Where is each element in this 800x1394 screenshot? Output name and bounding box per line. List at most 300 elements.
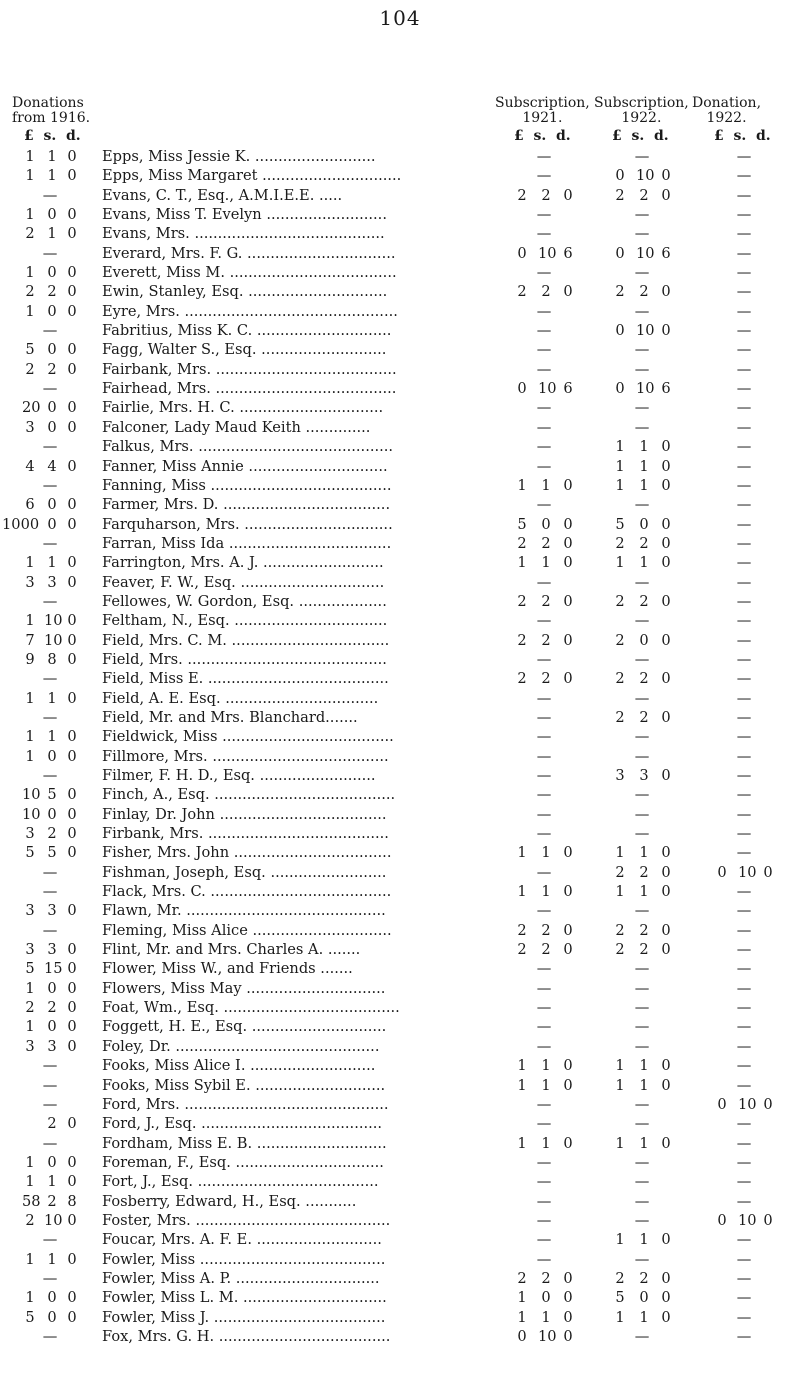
sub1921-shillings: 2 [541,283,551,301]
don1916-pence: 0 [67,650,77,668]
don1916-pounds: 9 [25,650,35,668]
sub1921-shillings: 1 [541,1134,551,1152]
don1922-shillings: 10 [738,863,757,881]
sub1922-dash: — [634,1173,650,1191]
donor-name: Foster, Mrs. .......................................... [102,1211,391,1229]
sub1922-pence: 0 [661,844,671,862]
sub1921-dash: — [536,650,552,668]
sub1922-pence: 0 [661,283,671,301]
table-row [0,941,800,960]
table-row [0,264,800,283]
don1916-shillings: 2 [47,999,57,1017]
sub1921-shillings: 2 [541,921,551,939]
donor-name: Fowler, Miss A. P. ............................... [102,1269,380,1287]
sub1922-pence: 0 [661,554,671,572]
sub1921-pence: 0 [563,592,573,610]
table-row [0,1173,800,1192]
sub1922-pence: 0 [661,631,671,649]
donor-name: Foucar, Mrs. A. F. E. ........................... [102,1231,382,1249]
table-row [0,1289,800,1308]
don1916-pence: 0 [67,283,77,301]
don1922-dash: — [736,186,752,204]
sub1921-dash: — [536,399,552,417]
sub1922-shillings: 2 [639,1269,649,1287]
sub1922-pounds: 1 [615,883,625,901]
sub1921-dash: — [536,805,552,823]
don1916-pence: 0 [67,167,77,185]
don1916-pounds: 1 [25,264,35,282]
don1916-pence: 0 [67,689,77,707]
don1922-dash: — [736,322,752,340]
sub1921-pence: 6 [563,244,573,262]
sub1922-shillings: 0 [639,1289,649,1307]
don1916-pence: 0 [67,1018,77,1036]
sub1922-pence: 0 [661,1269,671,1287]
don1916-shillings: 0 [47,496,57,514]
don1922-dash: — [736,960,752,978]
table-row [0,806,800,825]
don1922-dash: — [736,264,752,282]
sub1921-pounds: 0 [517,380,527,398]
sub1922-shillings: 2 [639,941,649,959]
sub1922-shillings: 2 [639,670,649,688]
don1922-dash: — [736,167,752,185]
sub1922-pounds: 1 [615,1076,625,1094]
donor-name: Feltham, N., Esq. ................................. [102,612,388,630]
sub1922-dash: — [634,1095,650,1113]
sub1921-pence: 0 [563,1269,573,1287]
sub1922-shillings: 2 [639,186,649,204]
donor-name: Field, Mr. and Mrs. Blanchard....... [102,708,358,726]
table-row [0,632,800,651]
don1916-pounds: 3 [25,825,35,843]
sub1922-shillings: 1 [639,1308,649,1326]
sub1921-pence: 0 [563,554,573,572]
header-subscription-1921: Subscription, 1921. [495,95,590,126]
sub1921-pounds: 2 [517,941,527,959]
table-row [0,1135,800,1154]
sub1922-pence: 0 [661,167,671,185]
donor-name: Flower, Miss W., and Friends ....... [102,960,353,978]
sub1922-shillings: 10 [636,322,655,340]
sub1922-pounds: 1 [615,1231,625,1249]
don1922-dash: — [736,1115,752,1133]
sub1922-dash: — [634,225,650,243]
table-row [0,322,800,341]
sub1922-dash: — [634,805,650,823]
don1922-dash: — [736,747,752,765]
donor-name: Fanning, Miss ....................................... [102,476,392,494]
don1922-dash: — [736,1192,752,1210]
don1916-dash: — [42,670,58,688]
don1922-dash: — [736,612,752,630]
table-row [0,206,800,225]
sub1921-dash: — [536,786,552,804]
donor-name: Fleming, Miss Alice .............................. [102,921,392,939]
don1916-dash: — [42,863,58,881]
don1916-dash: — [42,1095,58,1113]
sub1922-pounds: 2 [615,921,625,939]
sub1922-dash: — [634,650,650,668]
sub1922-pounds: 2 [615,1269,625,1287]
sub1921-pounds: 1 [517,554,527,572]
unit-label-subscription-1922: £ s. d. [612,128,669,144]
sub1922-dash: — [634,979,650,997]
table-row [0,1057,800,1076]
sub1921-shillings: 2 [541,534,551,552]
don1916-dash: — [42,244,58,262]
don1916-shillings: 5 [47,844,57,862]
don1916-dash: — [42,1057,58,1075]
table-row [0,1038,800,1057]
sub1922-pence: 0 [661,1057,671,1075]
sub1922-dash: — [634,360,650,378]
donor-name: Ford, J., Esq. ....................................... [102,1115,383,1133]
don1922-dash: — [736,496,752,514]
table-row [0,1231,800,1250]
don1922-pence: 0 [763,863,773,881]
sub1921-shillings: 1 [541,844,551,862]
sub1921-dash: — [536,612,552,630]
sub1921-shillings: 2 [541,941,551,959]
table-row [0,670,800,689]
don1916-shillings: 4 [47,457,57,475]
sub1921-pounds: 5 [517,515,527,533]
don1916-dash: — [42,767,58,784]
don1916-shillings: 10 [44,631,63,649]
don1922-dash: — [736,1076,752,1094]
sub1922-pounds: 5 [615,515,625,533]
sub1922-dash: — [634,612,650,630]
sub1922-dash: — [634,418,650,436]
sub1922-shillings: 2 [639,534,649,552]
don1922-dash: — [736,399,752,417]
sub1922-pounds: 2 [615,592,625,610]
don1922-dash: — [736,1018,752,1036]
sub1922-dash: — [634,148,650,165]
don1916-pence: 0 [67,631,77,649]
sub1921-dash: — [536,747,552,765]
sub1922-dash: — [634,825,650,843]
table-row [0,1212,800,1231]
table-row [0,902,800,921]
sub1922-pounds: 5 [615,1289,625,1307]
sub1922-dash: — [634,1115,650,1133]
table-row [0,690,800,709]
table-row [0,419,800,438]
don1916-pence: 0 [67,1037,77,1055]
table-row [0,1154,800,1173]
sub1921-pence: 0 [563,1057,573,1075]
don1922-dash: — [736,1173,752,1191]
don1922-dash: — [736,1037,752,1055]
sub1921-shillings: 2 [541,592,551,610]
don1916-pence: 0 [67,612,77,630]
don1916-pounds: 5 [25,960,35,978]
table-row [0,593,800,612]
sub1922-shillings: 1 [639,883,649,901]
donor-name: Eyre, Mrs. .............................................. [102,302,398,320]
sub1921-pounds: 1 [517,1289,527,1307]
sub1922-shillings: 10 [636,167,655,185]
don1916-pounds: 1 [25,1250,35,1268]
don1916-shillings: 0 [47,341,57,359]
sub1921-dash: — [536,1115,552,1133]
sub1922-shillings: 1 [639,476,649,494]
sub1922-dash: — [634,341,650,359]
sub1921-dash: — [536,767,552,784]
sub1921-dash: — [536,1250,552,1268]
don1922-shillings: 10 [738,1211,757,1229]
don1916-shillings: 1 [47,689,57,707]
don1916-pence: 0 [67,844,77,862]
table-row [0,960,800,979]
sub1922-pounds: 0 [615,244,625,262]
sub1922-pounds: 0 [615,380,625,398]
don1922-dash: — [736,805,752,823]
donor-name: Fairbank, Mrs. ....................................... [102,360,397,378]
don1916-pence: 0 [67,399,77,417]
don1916-pence: 0 [67,554,77,572]
don1916-shillings: 3 [47,941,57,959]
don1916-pounds: 2 [25,1211,35,1229]
don1916-pence: 8 [67,1192,77,1210]
sub1921-pence: 6 [563,380,573,398]
table-row [0,303,800,322]
table-row [0,883,800,902]
sub1922-pounds: 1 [615,1308,625,1326]
donor-name: Farran, Miss Ida ................................... [102,534,392,552]
don1916-pence: 0 [67,1173,77,1191]
table-row [0,786,800,805]
donor-name: Evans, C. T., Esq., A.M.I.E.E. ..... [102,186,343,204]
donor-name: Fishman, Joseph, Esq. ......................... [102,863,387,881]
sub1922-pounds: 1 [615,438,625,456]
sub1922-pence: 0 [661,1076,671,1094]
table-row [0,825,800,844]
table-row [0,245,800,264]
header-donation-1922: Donation, 1922. [692,95,762,126]
donor-name: Feaver, F. W., Esq. ............................... [102,573,385,591]
sub1922-pounds: 1 [615,457,625,475]
table-row [0,844,800,863]
sub1922-shillings: 1 [639,844,649,862]
sub1922-pence: 0 [661,476,671,494]
sub1922-pence: 0 [661,670,671,688]
don1916-shillings: 8 [47,650,57,668]
don1916-shillings: 0 [47,399,57,417]
don1922-dash: — [736,631,752,649]
sub1922-shillings: 0 [639,515,649,533]
don1922-dash: — [736,592,752,610]
sub1921-pence: 0 [563,921,573,939]
don1916-pence: 0 [67,1153,77,1171]
don1916-pounds: 1000 [2,515,40,533]
sub1922-pounds: 0 [615,322,625,340]
don1922-dash: — [736,554,752,572]
don1916-pence: 0 [67,1115,77,1133]
sub1922-pence: 0 [661,708,671,726]
sub1921-dash: — [536,418,552,436]
table-row [0,477,800,496]
don1922-dash: — [736,1327,752,1345]
don1916-pounds: 58 [22,1192,41,1210]
table-row [0,651,800,670]
don1916-shillings: 2 [47,283,57,301]
table-row [0,1096,800,1115]
don1916-pounds: 2 [25,283,35,301]
don1916-dash: — [42,883,58,901]
sub1922-pence: 0 [661,767,671,784]
don1916-shillings: 3 [47,573,57,591]
page-number: 104 [379,6,421,30]
sub1921-dash: — [536,1037,552,1055]
don1922-dash: — [736,283,752,301]
don1916-shillings: 1 [47,148,57,165]
header-donations-1916: Donations from 1916. [12,95,91,126]
sub1922-shillings: 1 [639,554,649,572]
don1922-dash: — [736,1269,752,1287]
don1916-shillings: 10 [44,612,63,630]
don1916-shillings: 0 [47,805,57,823]
don1916-pence: 0 [67,999,77,1017]
don1916-pence: 0 [67,825,77,843]
don1916-shillings: 3 [47,902,57,920]
sub1921-pence: 0 [563,941,573,959]
donor-name: Fowler, Miss L. M. ............................... [102,1289,387,1307]
don1916-pence: 0 [67,225,77,243]
sub1922-pence: 6 [661,244,671,262]
sub1921-shillings: 1 [541,1308,551,1326]
sub1921-dash: — [536,708,552,726]
donor-name: Fabritius, Miss K. C. ............................. [102,322,392,340]
donor-name: Field, Mrs. ........................................... [102,650,387,668]
sub1921-pounds: 1 [517,1057,527,1075]
sub1922-shillings: 10 [636,380,655,398]
don1916-pounds: 5 [25,844,35,862]
don1916-pounds: 7 [25,631,35,649]
don1916-shillings: 2 [47,360,57,378]
sub1922-pounds: 2 [615,186,625,204]
don1922-dash: — [736,476,752,494]
sub1922-shillings: 1 [639,1134,649,1152]
don1922-dash: — [736,844,752,862]
donor-name: Fanner, Miss Annie .............................. [102,457,388,475]
sub1922-dash: — [634,689,650,707]
don1922-dash: — [736,728,752,746]
don1916-pence: 0 [67,515,77,533]
table-row [0,1115,800,1134]
don1916-shillings: 1 [47,1173,57,1191]
sub1921-shillings: 1 [541,476,551,494]
table-row [0,574,800,593]
don1916-shillings: 0 [47,1289,57,1307]
don1922-dash: — [736,883,752,901]
table-row [0,728,800,747]
sub1922-shillings: 1 [639,1231,649,1249]
unit-label-subscription-1921: £ s. d. [514,128,571,144]
sub1921-shillings: 10 [538,244,557,262]
don1916-pence: 0 [67,302,77,320]
sub1921-dash: — [536,825,552,843]
donor-name: Foley, Dr. ............................................ [102,1037,380,1055]
sub1922-dash: — [634,1250,650,1268]
don1922-dash: — [736,206,752,224]
don1916-shillings: 0 [47,1018,57,1036]
table-row [0,516,800,535]
sub1921-pounds: 2 [517,283,527,301]
sub1922-pence: 0 [661,515,671,533]
donor-name: Foat, Wm., Esq. ...................................... [102,999,400,1017]
don1922-dash: — [736,979,752,997]
don1916-pounds: 10 [22,786,41,804]
don1916-pounds: 1 [25,1173,35,1191]
don1916-shillings: 0 [47,418,57,436]
sub1921-pounds: 2 [517,534,527,552]
don1916-dash: — [42,380,58,398]
table-row [0,1270,800,1289]
sub1922-pence: 0 [661,322,671,340]
donor-name: Fairhead, Mrs. ....................................... [102,380,397,398]
don1916-pence: 0 [67,573,77,591]
sub1922-dash: — [634,960,650,978]
don1916-pence: 0 [67,148,77,165]
table-row [0,922,800,941]
sub1921-shillings: 1 [541,1076,551,1094]
don1922-dash: — [736,225,752,243]
sub1921-pounds: 1 [517,844,527,862]
don1922-dash: — [736,767,752,784]
don1916-shillings: 0 [47,1153,57,1171]
sub1922-shillings: 3 [639,767,649,784]
don1922-dash: — [736,457,752,475]
sub1921-shillings: 1 [541,554,551,572]
donor-name: Falkus, Mrs. .......................................... [102,438,394,456]
don1916-shillings: 0 [47,979,57,997]
don1916-dash: — [42,708,58,726]
don1916-dash: — [42,186,58,204]
don1922-dash: — [736,341,752,359]
sub1921-dash: — [536,1018,552,1036]
don1916-pounds: 1 [25,979,35,997]
donor-name: Flowers, Miss May .............................. [102,979,386,997]
sub1922-shillings: 2 [639,921,649,939]
don1922-dash: — [736,244,752,262]
sub1922-pounds: 2 [615,708,625,726]
donor-name: Ford, Mrs. ............................................ [102,1095,389,1113]
sub1921-shillings: 10 [538,380,557,398]
don1916-pounds: 3 [25,418,35,436]
don1922-dash: — [736,1289,752,1307]
table-row [0,458,800,477]
sub1922-shillings: 1 [639,1076,649,1094]
sub1921-dash: — [536,863,552,881]
sub1921-pence: 0 [563,186,573,204]
sub1922-pence: 0 [661,592,671,610]
table-row [0,496,800,515]
donor-name: Finch, A., Esq. ....................................... [102,786,396,804]
sub1921-pence: 0 [563,1076,573,1094]
sub1922-shillings: 1 [639,438,649,456]
sub1921-shillings: 2 [541,670,551,688]
donations-table [0,148,800,1347]
don1922-pence: 0 [763,1095,773,1113]
don1916-shillings: 2 [47,1115,57,1133]
sub1921-pence: 0 [563,1134,573,1152]
sub1922-shillings: 1 [639,457,649,475]
don1916-pence: 0 [67,1211,77,1229]
table-row [0,283,800,302]
